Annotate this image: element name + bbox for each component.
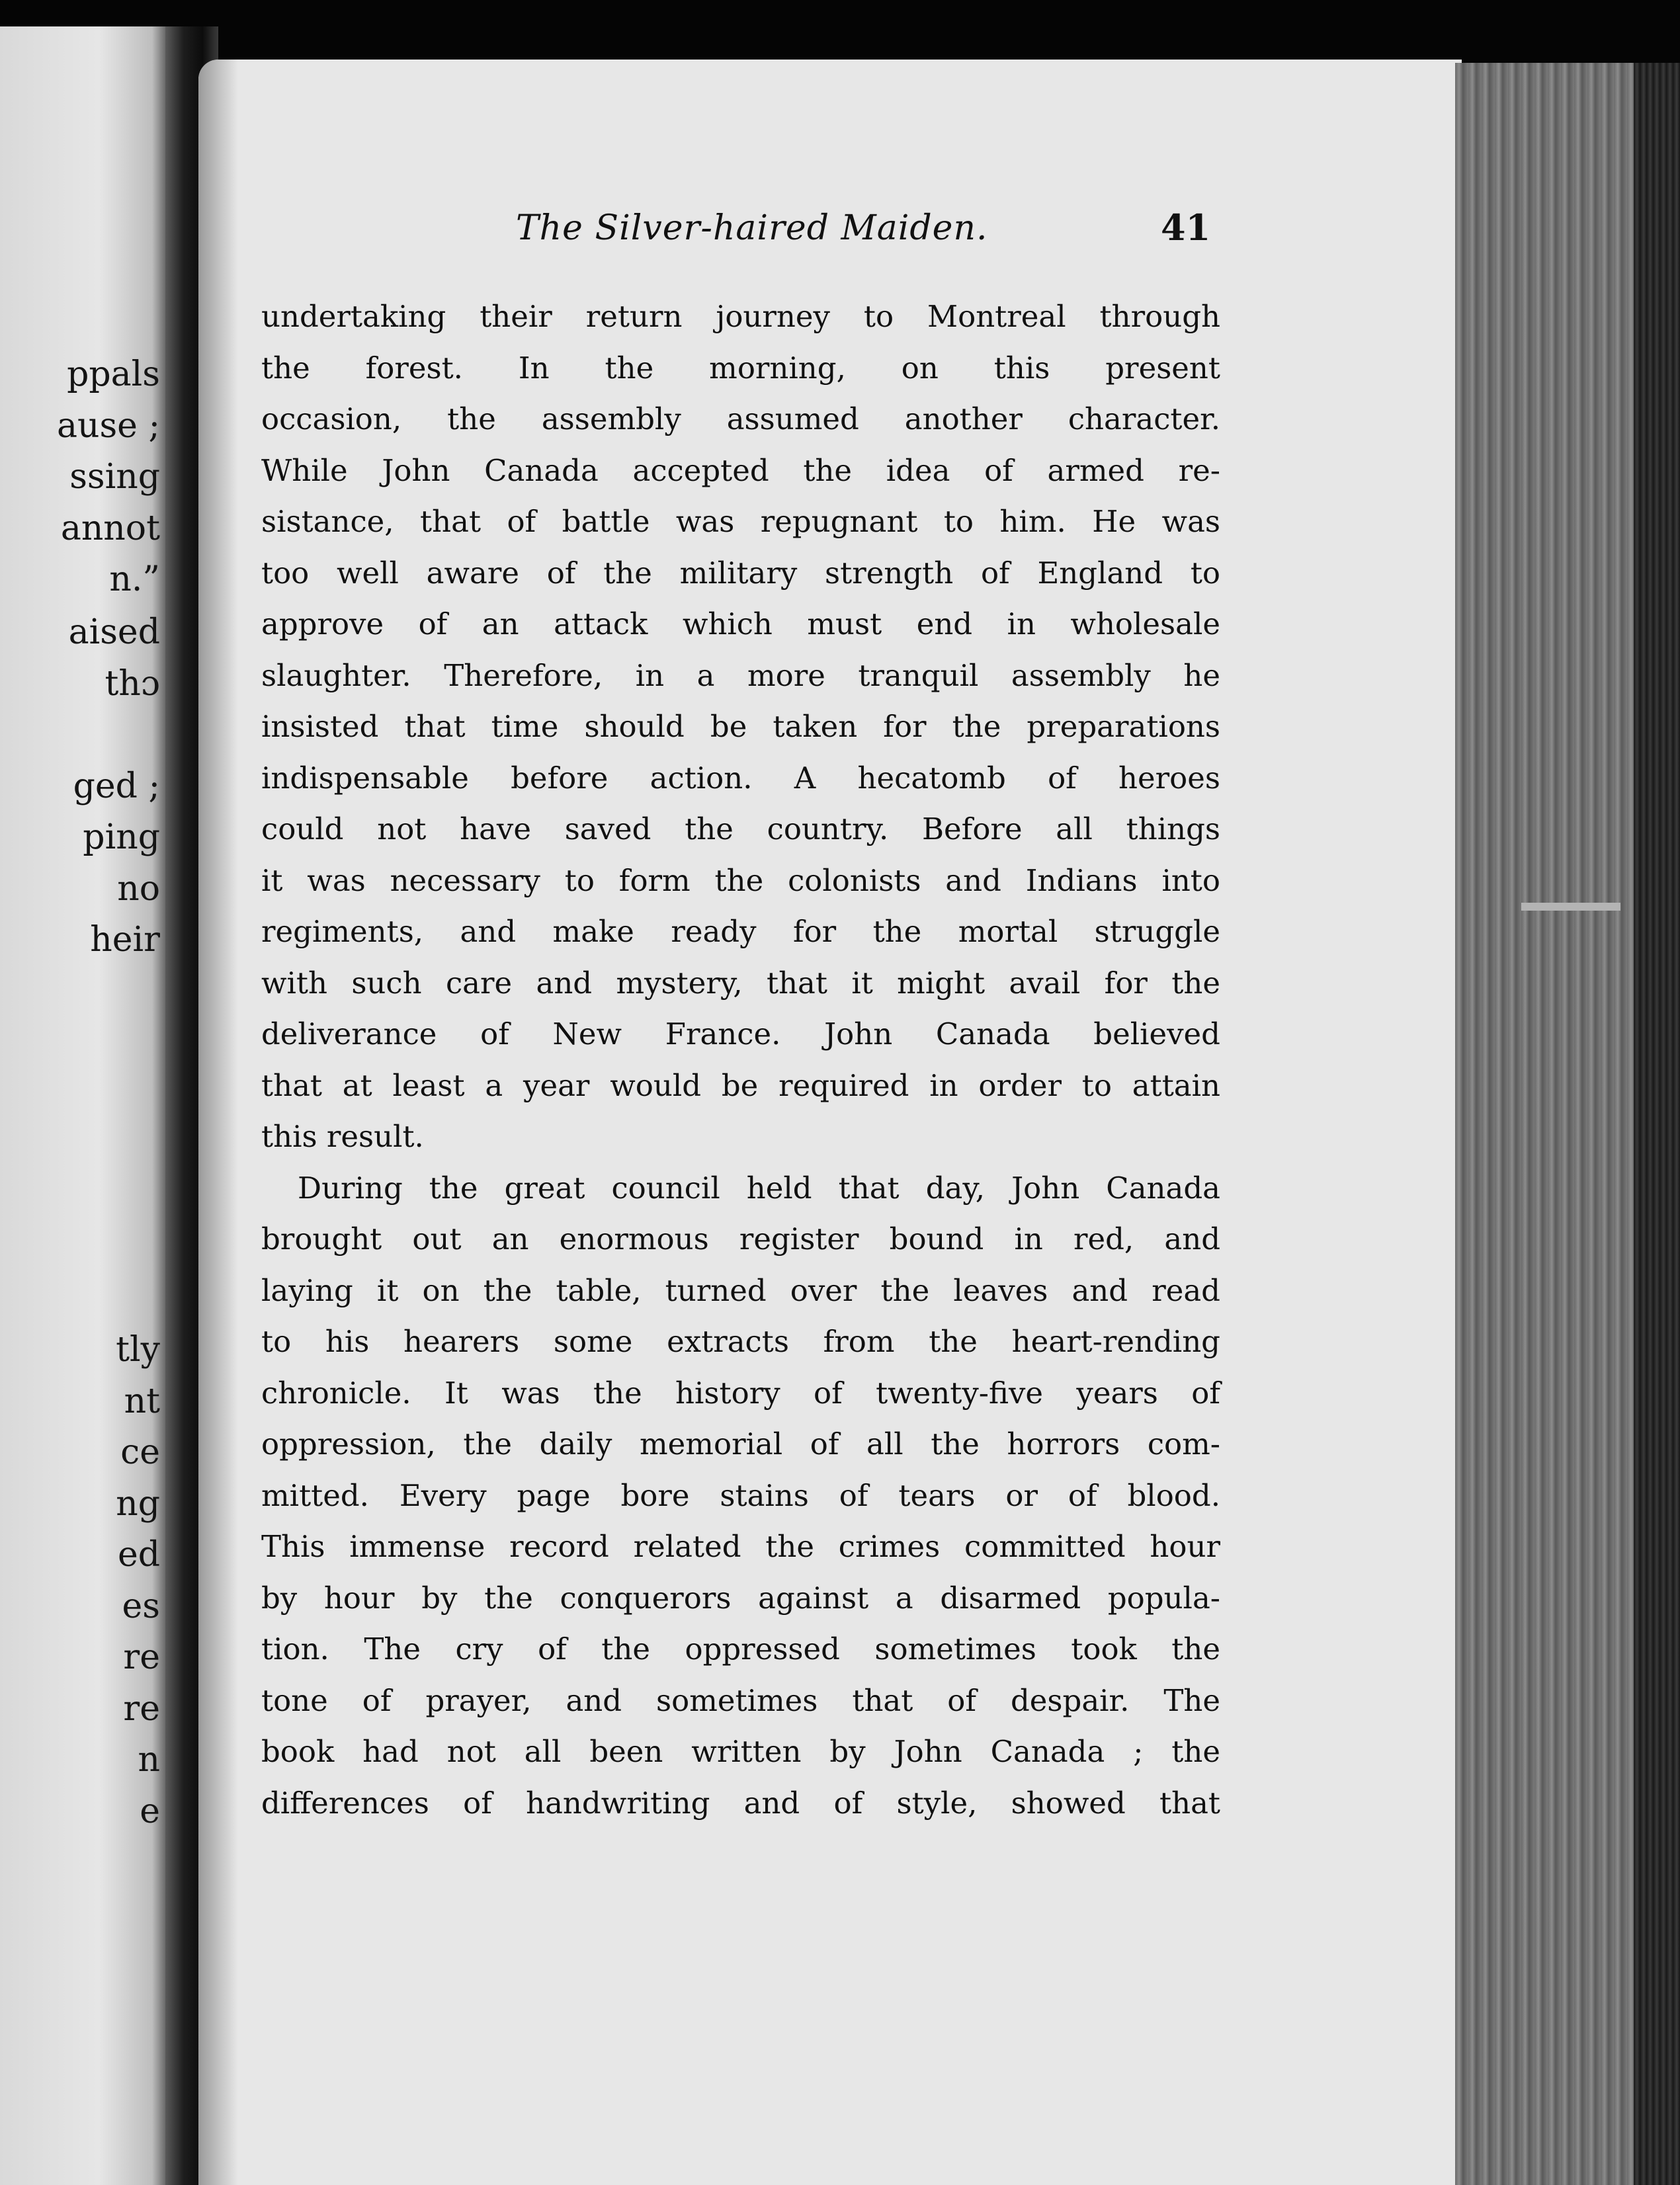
left-page-fragment: tly [116,1330,160,1370]
text-line: mitted. Every page bore stains of tears or of blood. [261,1477,1220,1513]
left-page-fragment: ssing [69,457,160,497]
left-page-fragment: re [123,1689,160,1729]
text-line: This immense record related the crimes committed hour [261,1529,1220,1564]
text-line: with such care and mystery, that it might avail for the [261,965,1220,1001]
text-line: During the great council held that day, John Canada [298,1170,1220,1206]
text-line: oppression, the daily memorial of all the horrors com- [261,1426,1220,1462]
text-line: regiments, and make ready for the mortal struggle [261,914,1220,949]
text-line: approve of an attack which must end in wholesale [261,606,1220,641]
text-line: undertaking their return journey to Montreal through [261,299,1220,334]
left-page-fragment: ppals [67,354,160,394]
left-page-fragment: ause ; [57,406,160,446]
page-edges [1455,63,1680,2185]
text-line: tone of prayer, and sometimes that of despair. The [261,1682,1220,1718]
text-line: occasion, the assembly assumed another character. [261,401,1220,436]
left-page-fragment: ged ; [73,766,160,806]
page-edge-mark [1521,903,1620,911]
text-line: chronicle. It was the history of twenty-five years of [261,1375,1220,1411]
left-page-fragment: es [122,1587,160,1626]
scan-background [0,0,1680,66]
text-line: brought out an enormous register bound in red, and [261,1221,1220,1257]
text-line: it was necessary to form the colonists and Indians into [261,862,1220,898]
text-line: by hour by the conquerors against a disarmed popula- [261,1580,1220,1616]
text-line: that at least a year would be required in order to attain [261,1067,1220,1103]
left-page-fragment: thɔ [105,664,160,704]
left-page-fragment: heir [90,920,160,960]
text-line: book had not all been written by John Canada ; the [261,1734,1220,1769]
text-line: could not have saved the country. Before all things [261,811,1220,846]
left-page-fragment: n.” [109,559,160,599]
left-page-fragment: ng [116,1484,160,1524]
page-number: 41 [1161,206,1211,249]
text-line: indispensable before action. A hecatomb of heroes [261,760,1220,796]
text-line: tion. The cry of the oppressed sometimes took the [261,1631,1220,1667]
left-page-fragment: e [140,1792,160,1831]
facing-left-page [0,26,165,2185]
text-line: slaughter. Therefore, in a more tranquil assembly he [261,657,1220,693]
text-line: While John Canada accepted the idea of armed re- [261,452,1220,488]
left-page-fragment: n [138,1740,160,1780]
left-page-fragment: re [123,1637,160,1677]
text-line: differences of handwriting and of style, showed that [261,1785,1220,1821]
page-edges-dark [1634,63,1680,2185]
text-line: laying it on the table, turned over the leaves and read [261,1272,1220,1308]
left-page-fragment: annot [60,509,160,548]
text-line: sistance, that of battle was repugnant to him. He was [261,504,1220,539]
left-page-fragment: ce [120,1432,160,1472]
text-line: to his hearers some extracts from the heart-rending [261,1324,1220,1359]
body-text [261,291,1220,1829]
text-line: insisted that time should be taken for the preparations [261,709,1220,744]
left-page-fragment: no [117,869,160,909]
left-page-fragment: ed [117,1535,160,1575]
text-line: deliverance of New France. John Canada believed [261,1016,1220,1051]
left-page-fragment: aised [68,612,160,652]
text-line: too well aware of the military strength of England to [261,555,1220,591]
text-line: this result. [261,1119,424,1154]
page-shadow [198,60,238,2185]
running-head-title: The Silver-haired Maiden. [516,208,988,248]
text-line: the forest. In the morning, on this present [261,350,1220,386]
left-page-fragment: ping [83,817,160,857]
left-page-fragment: nt [124,1381,160,1421]
